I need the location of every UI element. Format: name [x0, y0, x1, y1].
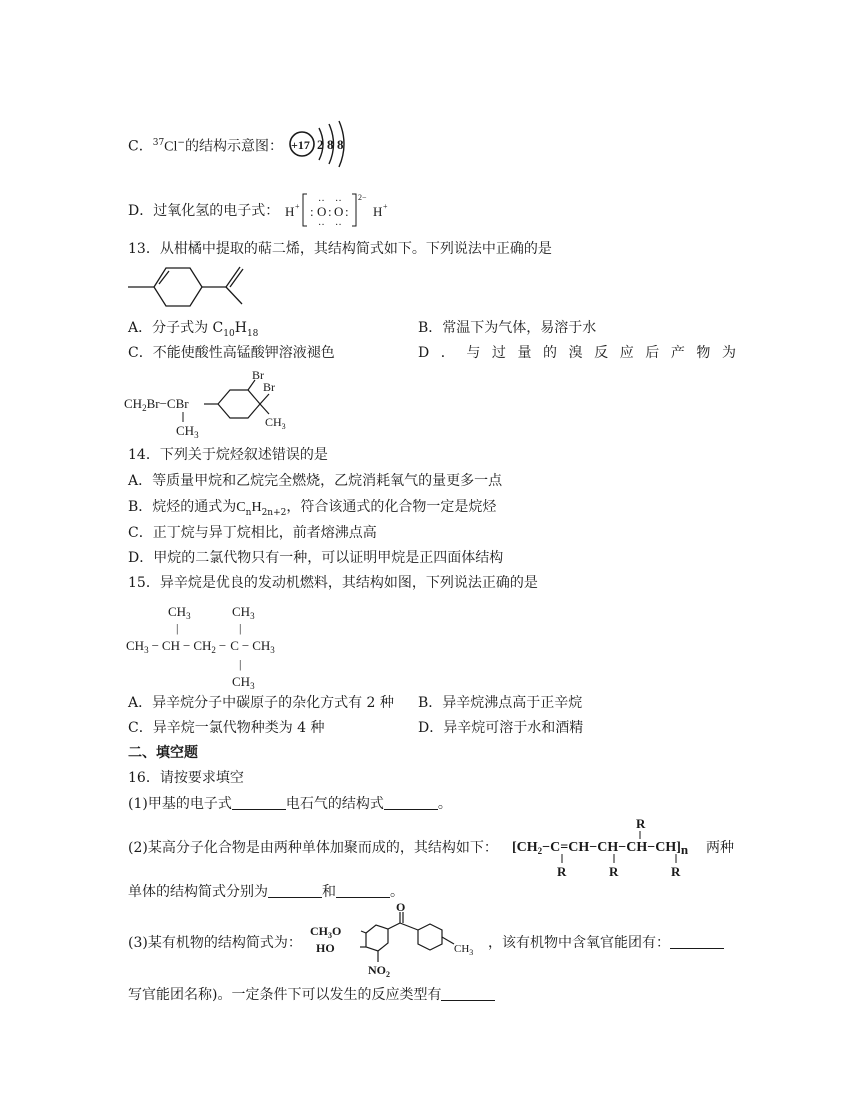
lone-pair-bottom-1: ·· [318, 220, 325, 231]
part-text: 单体的结构简式分别为 [128, 884, 268, 900]
lone-pair-top-2: ·· [335, 196, 342, 207]
option-text: A．分子式为 C [128, 320, 224, 336]
ion-charge: − [177, 138, 185, 148]
option-text: 的结构示意图： [184, 138, 283, 155]
answer-blank[interactable] [670, 934, 724, 949]
q16-part-3-line-2 [128, 985, 495, 1005]
oxygen-1: O [317, 204, 327, 219]
top-ch3-2: $CH_3$ [232, 604, 255, 621]
option-text: ，符合该通式的化合物一定是烷烃 [286, 499, 497, 515]
chlorine-symbol: Cl [164, 139, 178, 155]
char: D [418, 345, 430, 361]
char: 与 [466, 345, 481, 361]
q13-stem: 13．从柑橘中提取的萜二烯，其结构简式如下。下列说法中正确的是 [128, 241, 552, 257]
part-text: 写官能团名称)。一定条件下可以发生的反应类型有 [128, 987, 442, 1003]
part-text: (2)某高分子化合物是由两种单体加聚而成的，其结构如下： [128, 840, 498, 856]
bottom-ch3: $CH_3$ [232, 674, 255, 690]
subscript: 10 [223, 328, 235, 339]
q13-option-b: B．常温下为气体，易溶于水 [418, 320, 597, 336]
q16-part-2-end: 两种 [706, 840, 734, 856]
section-heading: 二、填空题 [128, 745, 198, 761]
h-plus-right: + [383, 202, 388, 211]
shell-2-electrons: 8 [327, 137, 334, 152]
q16-part-3-question [488, 933, 724, 953]
lone-pair-left: : [310, 204, 314, 219]
q14-option-c: C．正丁烷与异丁烷相比，前者熔沸点高 [128, 525, 377, 541]
q16-part-3 [128, 933, 302, 953]
char: 溴 [568, 345, 583, 361]
product-left-group: $CH_2Br-CBr$ [124, 396, 189, 413]
option-text: D．过氧化氢的电子式： [128, 203, 280, 219]
q12-option-c [128, 133, 283, 158]
ring-ch3: $CH_3$ [265, 415, 286, 431]
char: 物 [696, 345, 711, 361]
bromine-2: Br [263, 380, 275, 394]
oxygen-2: O [334, 204, 344, 219]
r-group-top: R [636, 816, 646, 831]
q15-option-d: D．异辛烷可溶于水和酒精 [418, 720, 584, 736]
bond-vertical: | [239, 657, 242, 671]
terpene-structure [126, 262, 248, 312]
q15-option-b: B．异辛烷沸点高于正辛烷 [418, 695, 583, 711]
nitro-group: $NO_2$ [368, 963, 390, 979]
shared-pair: : [328, 204, 332, 219]
polymer-backbone: $[CH_2-C=CH-CH-CH-CH]n$ [512, 840, 689, 857]
option-label: C． [128, 138, 153, 155]
q14-option-d: D．甲烷的二氯代物只有一种，可以证明甲烷是正四面体结构 [128, 550, 504, 566]
polymer-structure [512, 814, 710, 880]
answer-blank[interactable] [336, 883, 390, 898]
part-text: (3)某有机物的结构简式为： [128, 935, 302, 951]
char: 反 [594, 345, 609, 361]
q13-option-a [128, 318, 258, 344]
element: C [236, 500, 246, 515]
atom-structure-diagram [286, 120, 356, 170]
hydrogen-right: H [373, 204, 383, 219]
organic-molecule-structure [308, 900, 498, 980]
h2o2-electron-formula [284, 188, 394, 232]
char: 后 [645, 345, 660, 361]
char: 的 [543, 345, 558, 361]
q16-part-2 [128, 838, 498, 858]
subscript: 2n+2 [261, 507, 287, 518]
char: 应 [619, 345, 634, 361]
subscript: 18 [246, 328, 259, 339]
shell-3-electrons: 8 [337, 137, 344, 152]
punctuation: 。 [437, 796, 452, 812]
nucleus-charge: +17 [291, 138, 310, 152]
part-text: 电石气的结构式 [285, 796, 384, 812]
q15-option-c: C．异辛烷一氯代物种类为 4 种 [128, 720, 325, 736]
q16-stem: 16．请按要求填空 [128, 770, 244, 786]
r-group-bottom-3: R [671, 864, 681, 879]
lone-pair-bottom-2: ·· [335, 220, 342, 231]
answer-blank[interactable] [384, 795, 438, 810]
isotope-mass: 37 [152, 138, 165, 148]
shell-1-electrons: 2 [317, 137, 324, 152]
punctuation: 。 [390, 884, 404, 900]
isooctane-structure [124, 598, 304, 690]
bond-vertical: | [176, 621, 179, 635]
lone-pair-right: : [345, 204, 349, 219]
answer-blank[interactable] [268, 883, 322, 898]
top-ch3-1: $CH_3$ [168, 604, 191, 621]
element: H [251, 500, 262, 515]
char: ． [440, 345, 455, 361]
answer-blank[interactable] [441, 986, 495, 1001]
char: 为 [721, 345, 736, 361]
bromine-1: Br [252, 368, 264, 382]
bromination-product-structure [124, 368, 304, 438]
part-text: (1)甲基的电子式 [128, 796, 232, 812]
carbonyl-oxygen: O [396, 900, 406, 914]
r-group-bottom-2: R [609, 864, 619, 879]
bond-vertical: | [239, 621, 242, 635]
part-text: ，该有机物中含氧官能团有： [488, 935, 670, 951]
lone-pair-top-1: ·· [318, 196, 325, 207]
main-chain: $CH_3$ − CH − $CH_2 - C - CH_3$ [126, 638, 275, 655]
methyl-group: $CH_3$ [454, 943, 474, 957]
q14-stem: 14．下列关于烷烃叙述错误的是 [128, 447, 328, 463]
ion-charge: 2− [358, 193, 367, 202]
q14-option-a: A．等质量甲烷和乙烷完全燃烧，乙烷消耗氧气的量更多一点 [128, 473, 503, 489]
q14-option-b [128, 497, 496, 523]
product-ch3: $CH_3$ [176, 423, 199, 438]
char: 量 [517, 345, 532, 361]
hydroxyl-group: HO [316, 941, 335, 955]
q13-option-d [418, 343, 736, 363]
hydrogen-left: H [285, 204, 295, 219]
subscript: n [245, 507, 252, 518]
char: 过 [491, 345, 506, 361]
q15-stem: 15．异辛烷是优良的发动机燃料，其结构如图，下列说法正确的是 [128, 575, 538, 591]
char: 产 [670, 345, 685, 361]
option-text: B．烷烃的通式为 [128, 499, 237, 515]
q16-part-2-line-2 [128, 882, 404, 902]
q16-part-1 [128, 794, 452, 814]
q15-option-a: A．异辛烷分子中碳原子的杂化方式有 2 种 [128, 695, 394, 711]
methoxy-group: $CH_3O$ [310, 924, 342, 940]
part-text: 和 [322, 884, 336, 900]
answer-blank[interactable] [232, 795, 286, 810]
element: H [234, 320, 247, 336]
q13-option-c: C．不能使酸性高锰酸钾溶液褪色 [128, 345, 335, 361]
q12-option-d [128, 201, 279, 221]
h-plus-left: + [295, 202, 300, 211]
r-group-bottom-1: R [557, 864, 567, 879]
